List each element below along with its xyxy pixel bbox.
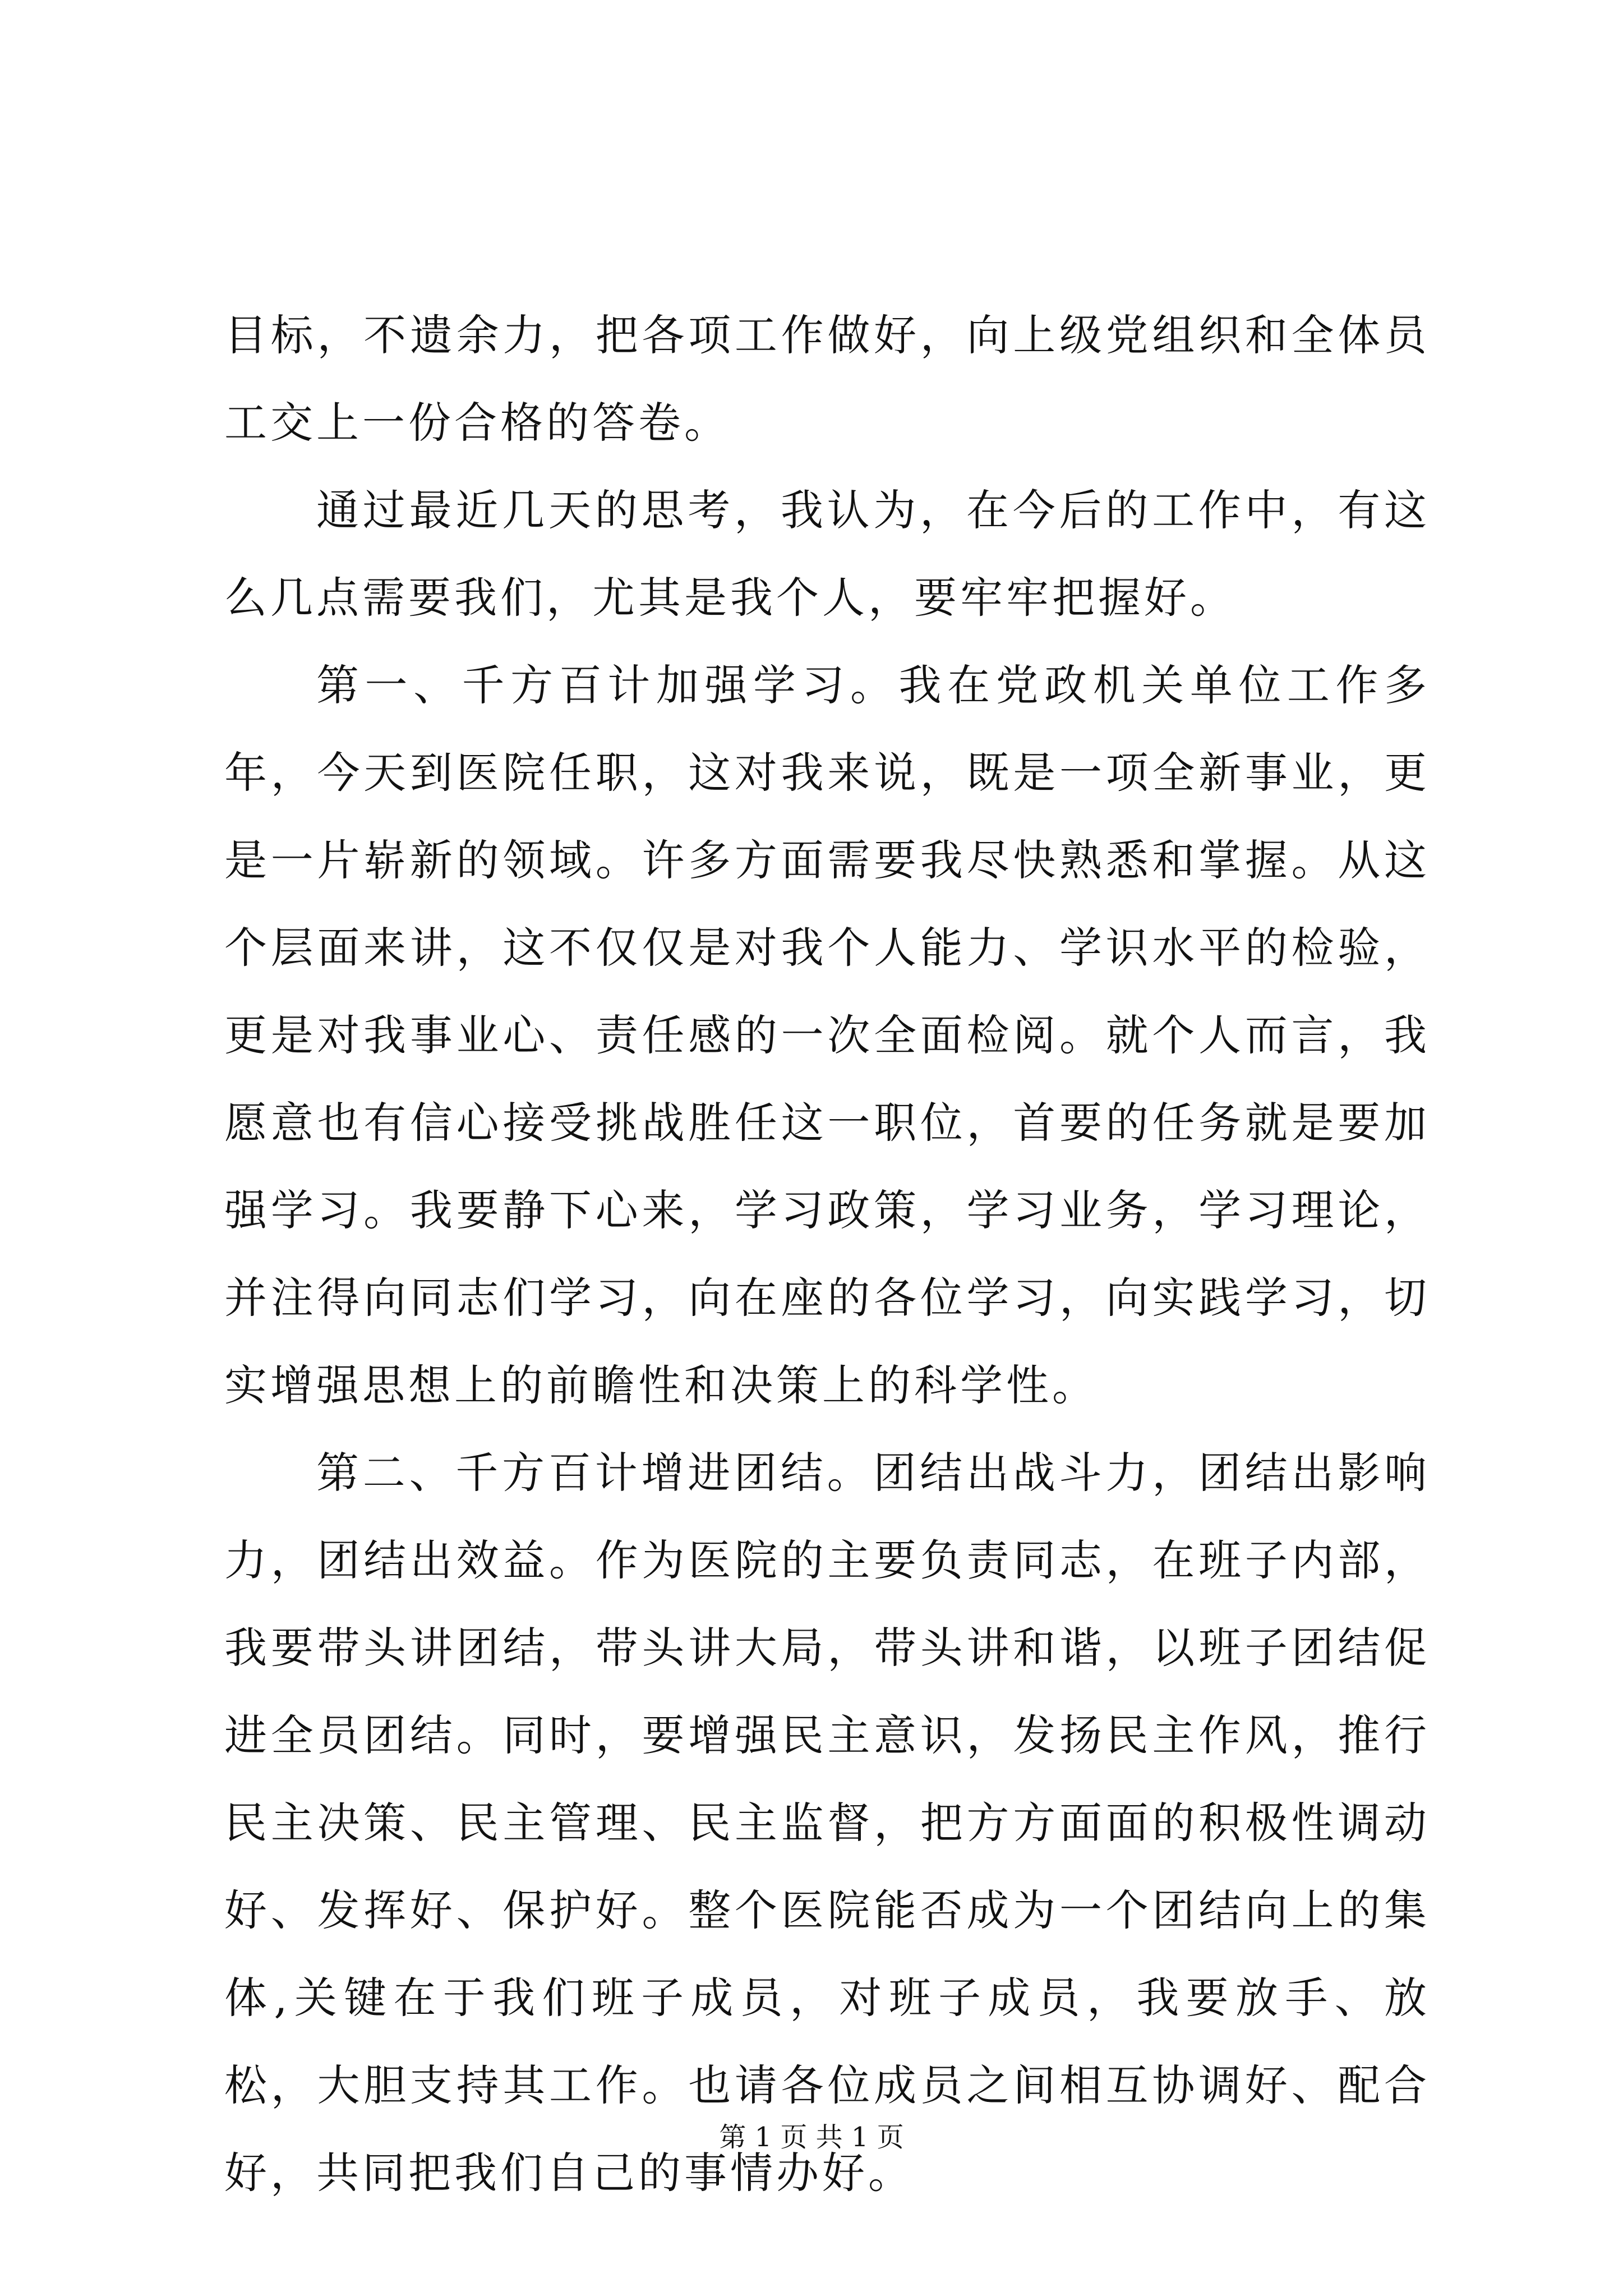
paragraph-4: 第二、千方百计增进团结。团结出战斗力，团结出影响力，团结出效益。作为医院的主要负责同志，在班子内部，我要带头讲团结，带头讲大局，带头讲和谐，以班子团结促进全员团结。同时，要增强民主意识，发扬民主作风，推行民主决策、民主管理、民主监督，把方方面面的积极性调动好、发挥好、保护好。整个医院能否成为一个团结向上的集体,关键在于我们班子成员，对班子成员，我要放手、放松，大胆支持其工作。也请各位成员之间相互协调好、配合好，共同把我们自己的事情办好。: [224, 1448, 1430, 2198]
page-footer: 第 1 页 共 1 页: [719, 2122, 904, 2153]
paragraph-2: 通过最近几天的思考，我认为，在今后的工作中，有这么几点需要我们，尤其是我个人，要牢牢把握好。: [224, 485, 1430, 623]
paragraph-1: 目标，不遗余力，把各项工作做好，向上级党组织和全体员工交上一份合格的答卷。: [224, 310, 1430, 448]
paragraph-3: 第一、千方百计加强学习。我在党政机关单位工作多年，今天到医院任职，这对我来说，既是一项全新事业，更是一片崭新的领域。许多方面需要我尽快熟悉和掌握。从这个层面来讲，这不仅仅是对我个人能力、学识水平的检验，更是对我事业心、责任感的一次全面检阅。就个人而言，我愿意也有信心接受挑战胜任这一职位，首要的任务就是要加强学习。我要静下心来，学习政策，学习业务，学习理论，并注得向同志们学习，向在座的各位学习，向实践学习，切实增强思想上的前瞻性和决策上的科学性。: [224, 660, 1430, 1410]
document-body: [224, 292, 1430, 2217]
